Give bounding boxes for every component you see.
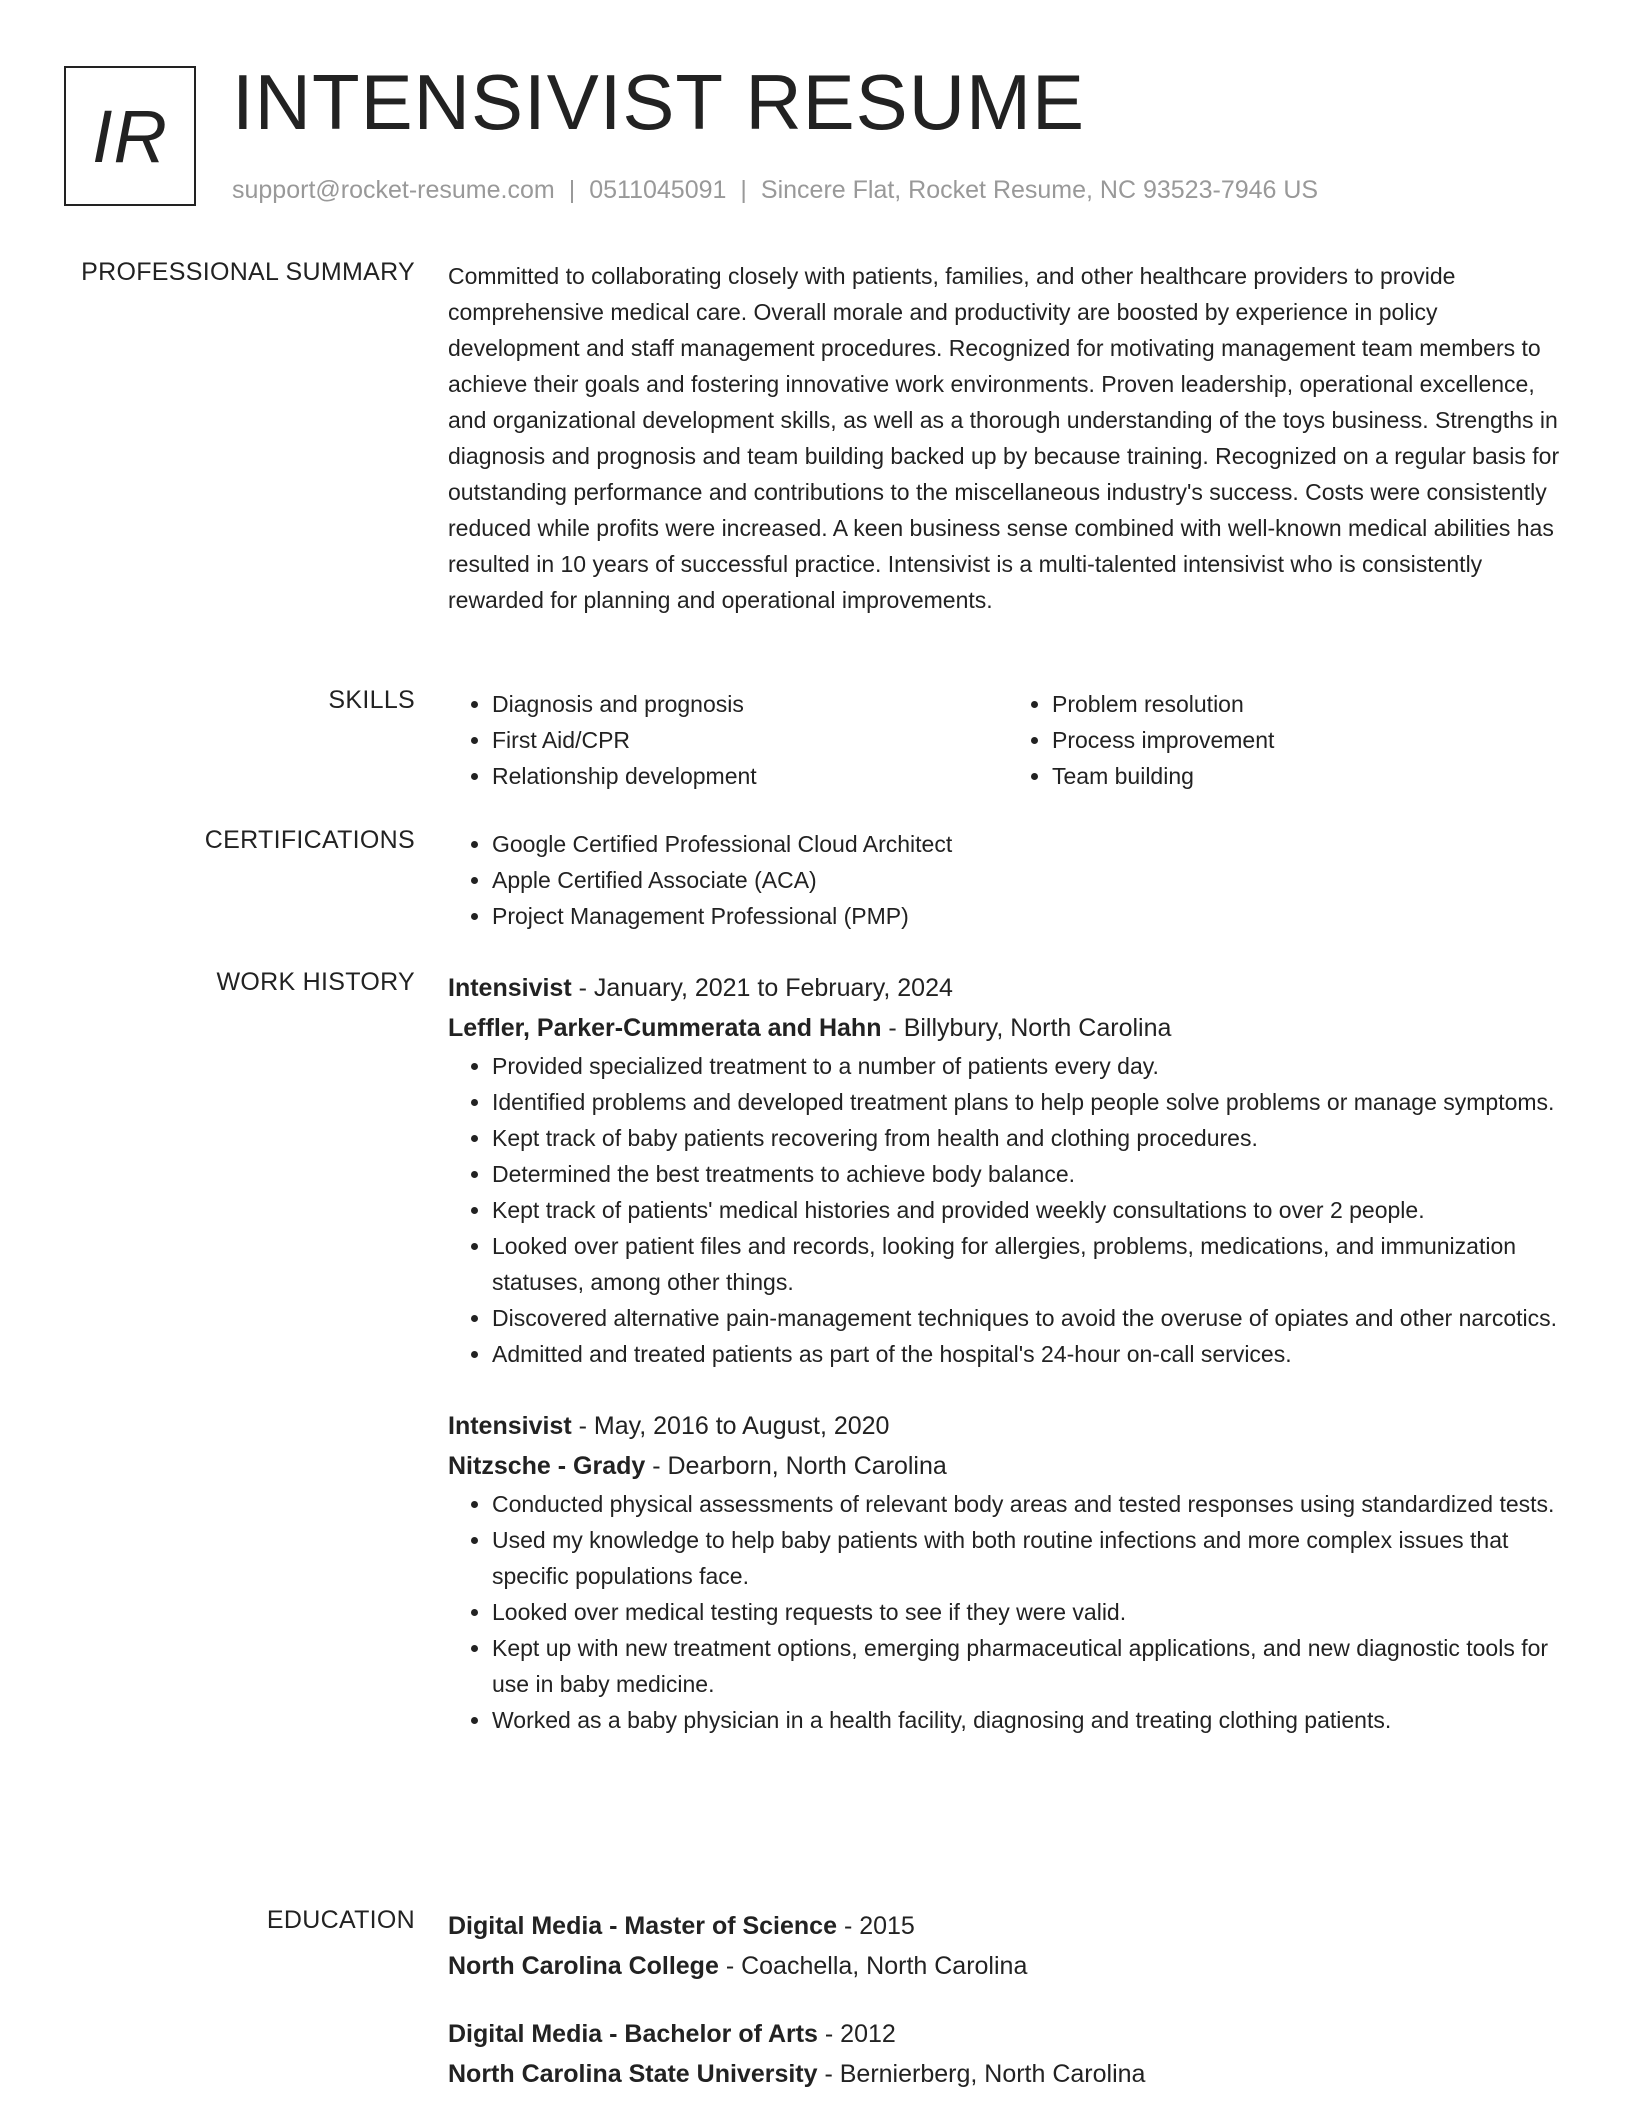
contact-separator: | [740,176,747,204]
job-dates: - May, 2016 to August, 2020 [571,1412,890,1440]
job-duty-item: • Determined the best treatments to achieve body balance. [492,1156,1568,1192]
job-duty-item: • Identified problems and developed treatment plans to help people solve problems or manage symptoms. [492,1084,1568,1120]
job-company: Nitzsche - Grady [448,1452,646,1480]
monogram-initials: IR [92,94,168,178]
job-duty-item: • Looked over patient files and records, looking for allergies, problems, medications, and immunization statuses, among other things. [492,1228,1568,1300]
resume-name: INTENSIVIST RESUME [232,58,1086,146]
job-company-line [448,1008,1568,1048]
job-duty-item: • Provided specialized treatment to a number of patients every day. [492,1048,1568,1084]
job-location: - Dearborn, North Carolina [645,1452,947,1480]
job-duty-item: • Worked as a baby physician in a health facility, diagnosing and treating clothing patients. [492,1702,1568,1738]
education-degree: Digital Media - Bachelor of Arts [448,2020,818,2048]
job-role: Intensivist [448,1412,572,1440]
skills-list-right [1008,686,1568,794]
education-degree-line [448,1906,1568,1946]
education-year: - 2012 [817,2020,896,2048]
certifications-heading: CERTIFICATIONS [204,826,415,854]
job-duty-item: • Kept track of baby patients recovering from health and clothing procedures. [492,1120,1568,1156]
certification-item: • Apple Certified Associate (ACA) [492,862,1568,898]
skills-list-left [448,686,1008,794]
work-history-heading: WORK HISTORY [216,968,415,996]
certifications-body [448,826,1568,934]
job-dates: - January, 2021 to February, 2024 [571,974,953,1002]
job-duty-item: • Used my knowledge to help baby patients with both routine infections and more complex issues that specific populations face. [492,1522,1568,1594]
job-duty-item: • Conducted physical assessments of relevant body areas and tested responses using standardized tests. [492,1486,1568,1522]
education-entry [448,2014,1568,2094]
job-title-line [448,968,1568,1008]
education-year: - 2015 [837,1912,915,1940]
job-entry [448,968,1568,1372]
contact-email[interactable]: support@rocket-resume.com [232,176,555,204]
skill-item: • Relationship development [492,758,1008,794]
summary-body [448,258,1568,618]
job-duties-list [448,1048,1568,1372]
job-duty-item: • Kept track of patients' medical histories and provided weekly consultations to over 2 people. [492,1192,1568,1228]
job-company: Leffler, Parker-Cummerata and Hahn [448,1014,882,1042]
job-entry [448,1406,1568,1738]
education-entry [448,1906,1568,1986]
monogram-box [64,66,196,206]
education-school: North Carolina State University [448,2060,818,2088]
contact-line [232,174,1318,207]
skill-item: • Process improvement [1052,722,1568,758]
certifications-list [448,826,1568,934]
skill-item: • First Aid/CPR [492,722,1008,758]
education-location: - Bernierberg, North Carolina [817,2060,1146,2088]
education-heading: EDUCATION [266,1906,415,1934]
education-location: - Coachella, North Carolina [718,1952,1028,1980]
skill-item: • Problem resolution [1052,686,1568,722]
job-title-line [448,1406,1568,1446]
certification-item: • Google Certified Professional Cloud Architect [492,826,1568,862]
job-duty-item: • Admitted and treated patients as part of the hospital's 24-hour on-call services. [492,1336,1568,1372]
job-role: Intensivist [448,974,572,1002]
contact-address: Sincere Flat, Rocket Resume, NC 93523-7946 US [760,176,1319,204]
skills-body [448,686,1568,794]
job-duty-item: • Looked over medical testing requests to see if they were valid. [492,1594,1568,1630]
education-degree: Digital Media - Master of Science [448,1912,837,1940]
education-school: North Carolina College [448,1952,719,1980]
job-location: - Billybury, North Carolina [881,1014,1172,1042]
summary-heading: PROFESSIONAL SUMMARY [81,258,415,286]
job-company-line [448,1446,1568,1486]
education-body [448,1906,1568,2094]
job-duty-item: • Kept up with new treatment options, emerging pharmaceutical applications, and new diagnostic tools for use in baby medicine. [492,1630,1568,1702]
certification-item: • Project Management Professional (PMP) [492,898,1568,934]
job-duty-item: • Discovered alternative pain-management techniques to avoid the overuse of opiates and other narcotics. [492,1300,1568,1336]
skills-heading: SKILLS [328,686,415,714]
contact-phone[interactable]: 0511045091 [589,176,727,204]
job-duties-list [448,1486,1568,1738]
summary-text: Committed to collaborating closely with patients, families, and other healthcare providers to provide comprehensive medical care. Overall morale and productivity are boosted by experience in policy development and staff management procedures. Recognized for motivating management team members to achieve their goals and fostering innovative work environments. Proven leadership, operational excellence, and organizational development skills, as well as a thorough understanding of the toys business. Strengths in diagnosis and prognosis and team building backed up by because training. Recognized on a regular basis for outstanding performance and contributions to the miscellaneous industry's success. Costs were consistently reduced while profits were increased. A keen business sense combined with well-known medical abilities has resulted in 10 years of successful practice. Intensivist is a multi-talented intensivist who is consistently rewarded for planning and operational improvements. [448,263,1560,613]
skill-item: • Team building [1052,758,1568,794]
education-degree-line [448,2014,1568,2054]
work-history-body [448,968,1568,1738]
skill-item: • Diagnosis and prognosis [492,686,1008,722]
education-school-line [448,2054,1568,2094]
contact-separator: | [568,176,576,204]
education-school-line [448,1946,1568,1986]
